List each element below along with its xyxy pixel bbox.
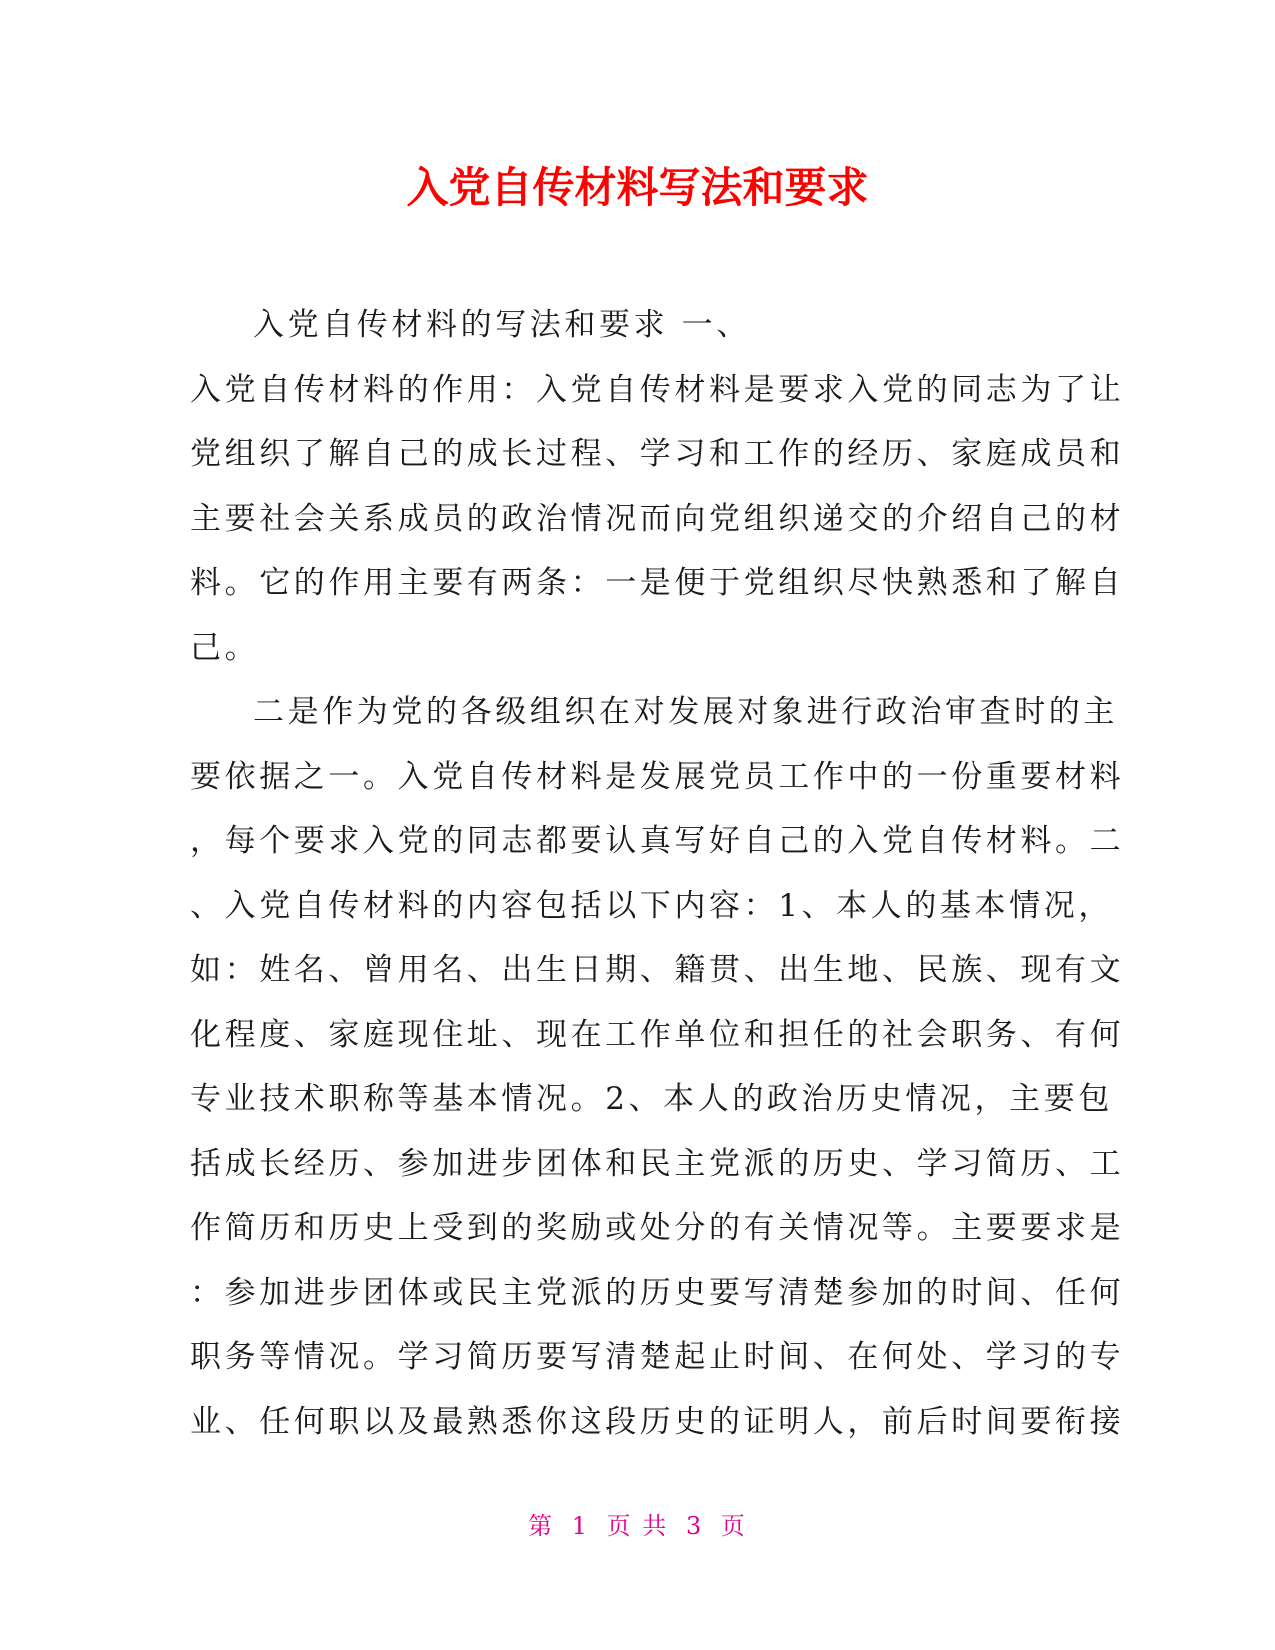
text-line: 业、任何职以及最熟悉你这段历史的证明人，前后时间要衔接 — [190, 1403, 1125, 1440]
document-title: 入党自传材料写法和要求 — [406, 163, 869, 212]
footer-prefix: 第 — [528, 1512, 555, 1540]
text-line: 作简历和历史上受到的奖励或处分的有关情况等。主要要求是 — [190, 1210, 1125, 1246]
footer-suffix: 页 — [720, 1512, 747, 1540]
footer-middle: 页 共 — [606, 1512, 669, 1540]
text-line: 己。 — [190, 629, 260, 666]
footer-total-pages: 3 — [685, 1512, 704, 1540]
text-line: 入党自传材料的作用：入党自传材料是要求入党的同志为了让 — [190, 371, 1125, 408]
text-line: 化程度、家庭现住址、现在工作单位和担任的社会职务、有何 — [190, 1016, 1125, 1053]
text-line: 二是作为党的各级组织在对发展对象进行政治审查时的主 — [253, 694, 1118, 730]
text-line: ，每个要求入党的同志都要认真写好自己的入党自传材料。二 — [190, 823, 1125, 859]
text-line: 、入党自传材料的内容包括以下内容：1、本人的基本情况， — [190, 887, 1113, 924]
text-line: 要依据之一。入党自传材料是发展党员工作中的一份重要材料 — [190, 758, 1125, 795]
text-line: 主要社会关系成员的政治情况而向党组织递交的介绍自己的材 — [190, 500, 1125, 537]
text-line: 职务等情况。学习简历要写清楚起止时间、在何处、学习的专 — [190, 1339, 1125, 1375]
text-line: 料。它的作用主要有两条：一是便于党组织尽快熟悉和了解自 — [190, 565, 1125, 601]
text-line: 入党自传材料的写法和要求 一、 — [253, 307, 751, 343]
text-line: 党组织了解自己的成长过程、学习和工作的经历、家庭成员和 — [190, 436, 1125, 472]
text-line: 如：姓名、曾用名、出生日期、籍贯、出生地、民族、现有文 — [190, 952, 1125, 988]
text-line: 专业技术职称等基本情况。2、本人的政治历史情况，主要包 — [190, 1081, 1113, 1117]
document-body — [190, 293, 1125, 1454]
text-line: ：参加进步团体或民主党派的历史要写清楚参加的时间、任何 — [190, 1274, 1125, 1311]
footer-current-page: 1 — [571, 1512, 590, 1540]
page-footer — [0, 1510, 1275, 1542]
text-line: 括成长经历、参加进步团体和民主党派的历史、学习简历、工 — [190, 1145, 1125, 1182]
